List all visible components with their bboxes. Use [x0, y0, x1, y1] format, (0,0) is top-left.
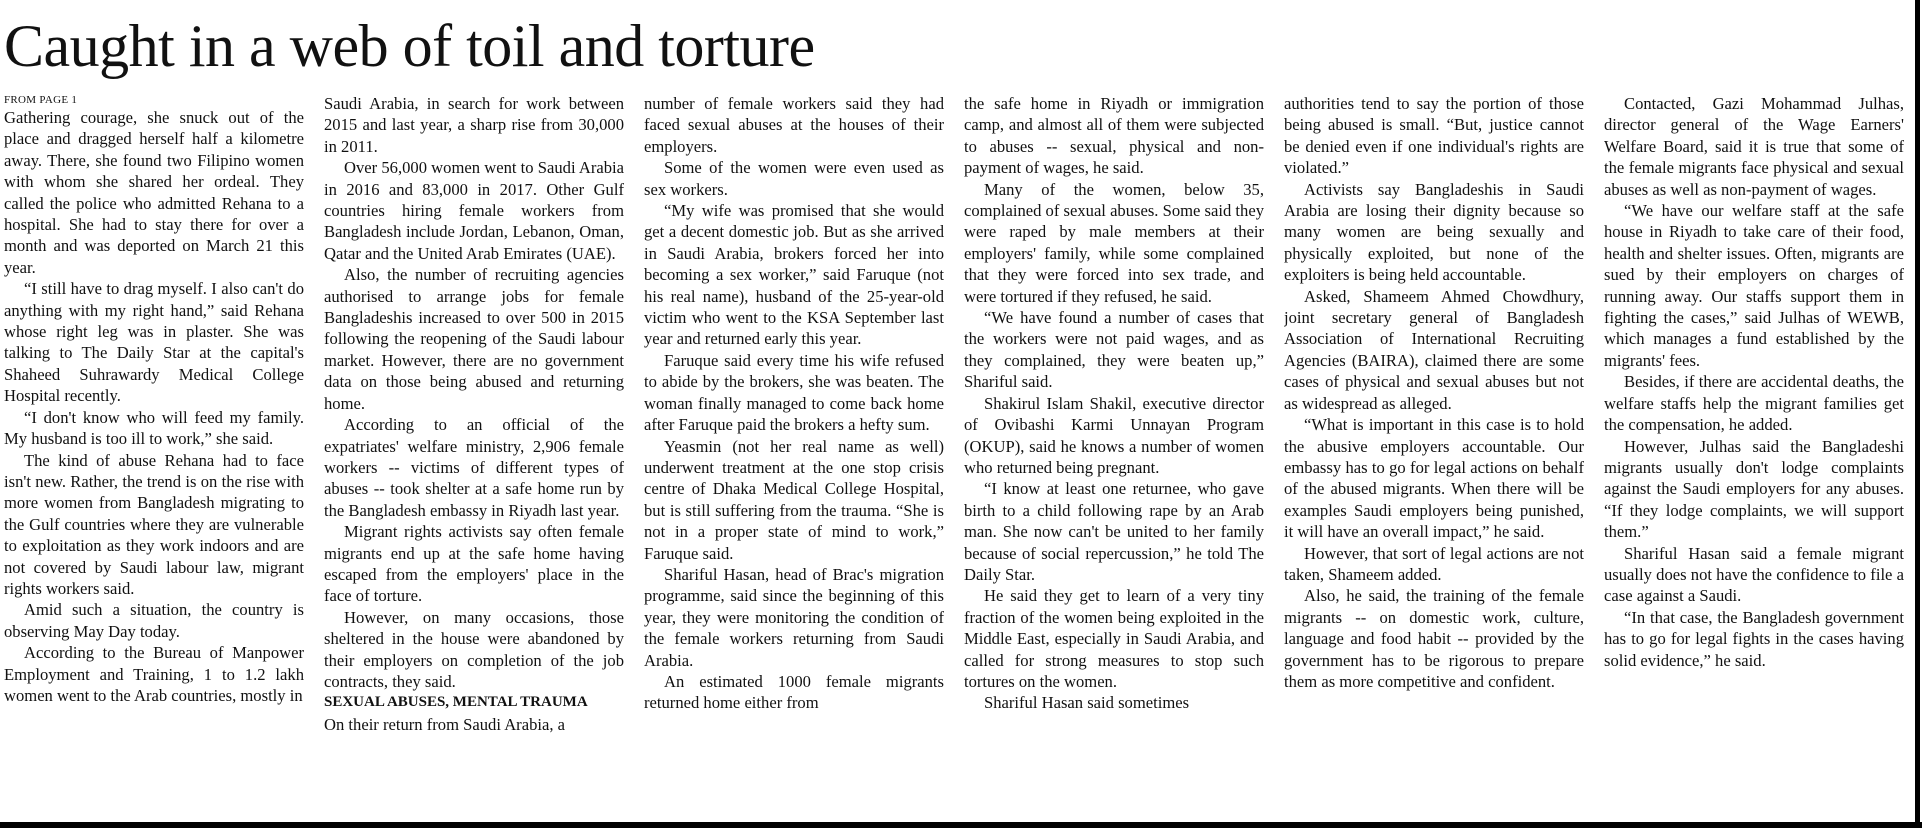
column-6 [1604, 93, 1904, 819]
article-columns [4, 93, 1904, 819]
paragraph: An estimated 1000 female migrants returned home either from [644, 671, 944, 713]
column-2 [324, 93, 624, 819]
paragraph: authorities tend to say the portion of those being abused is small. “But, justice cannot be denied even if one individual's rights are violated.” [1284, 94, 1584, 178]
paragraph: Shariful Hasan said sometimes [984, 693, 1190, 713]
paragraph: The kind of abuse Rehana had to face isn't new. Rather, the trend is on the rise with more women from Bangladesh migrating to the Gulf countries where they are vulnerable to exploitation as they work indoors and are not covered by Saudi labour law, migrant rights workers said. [4, 450, 304, 598]
paragraph: However, that sort of legal actions are not taken, Shameem added. [1284, 543, 1584, 584]
column-5 [1284, 93, 1584, 819]
paragraph: According to the Bureau of Manpower Employment and Training, 1 to 1.2 lakh women went to the Arab countries, mostly in [4, 643, 304, 705]
paragraph: Asked, Shameem Ahmed Chowdhury, joint secretary general of Bangladesh Association of International Recruiting Agencies (BAIRA), claimed there are some cases of physical and sexual abuses but not as widespread as alleged. [1284, 286, 1584, 413]
paragraph: Some of the women were even used as sex workers. [644, 158, 944, 199]
column-3 [644, 93, 944, 819]
paragraph: Amid such a situation, the country is observing May Day today. [4, 600, 304, 641]
paragraph: number of female workers said they had faced sexual abuses at the houses of their employers. [644, 94, 944, 156]
paragraph: “I still have to drag myself. I also can't do anything with my right hand,” said Rehana whose right leg was in plaster. She was talking to The Daily Star at the capital's Shaheed Suhrawardy Medical College Hospital recently. [4, 279, 304, 406]
paragraph: “I know at least one returnee, who gave birth to a child following rape by an Arab man. She now can't be united to her family because of social repercussion,” he told The Daily Star. [964, 479, 1264, 584]
page-edge-right [1915, 0, 1920, 828]
paragraph: the safe home in Riyadh or immigration camp, and almost all of them were subjected to abuses -- sexual, physical and non-payment of wages, he said. [964, 94, 1264, 178]
paragraph: Faruque said every time his wife refused to abide by the brokers, she was beaten. The woman finally managed to come back home after Faruque paid the brokers a hefty sum. [644, 350, 944, 435]
paragraph: On their return from Saudi Arabia, a [324, 714, 565, 734]
continuation-kicker: FROM PAGE 1 [4, 94, 78, 106]
column-4 [964, 93, 1264, 819]
paragraph: Shakirul Islam Shakil, executive director of Ovibashi Karmi Unnayan Program (OKUP), said he knows a number of women who returned being pregnant. [964, 393, 1264, 477]
page-edge-bottom [0, 822, 1922, 828]
paragraph: Shariful Hasan, head of Brac's migration programme, said since the beginning of this year, they were monitoring the condition of the female workers returning from Saudi Arabia. [644, 564, 944, 670]
paragraph: Besides, if there are accidental deaths, the welfare staffs help the migrant families get the compensation, he added. [1604, 372, 1904, 435]
paragraph: Also, he said, the training of the female migrants -- on domestic work, culture, language and food habit -- provided by the government has to be rigorous to prepare them as more competitive and confident. [1284, 586, 1584, 691]
paragraph: “In that case, the Bangladesh government has to go for legal fights in the cases having solid evidence,” he said. [1604, 607, 1904, 670]
paragraph: “I don't know who will feed my family. My husband is too ill to work,” she said. [4, 407, 304, 449]
paragraph: According to an official of the expatriates' welfare ministry, 2,906 female workers -- victims of different types of abuses -- took shelter at a safe home run by the Bangladesh embassy in Riyadh last year. [324, 415, 624, 520]
paragraph: “We have found a number of cases that the workers were not paid wages, and as they complained, they were beaten up,” Shariful said. [964, 308, 1264, 392]
paragraph: “We have our welfare staff at the safe house in Riyadh to take care of their food, health and shelter issues. Often, migrants are sued by their employers on charges of running away. Our staffs support them in fighting the cases,” said Julhas of WEWB, which manages a fund established by the migrants' fees. [1604, 201, 1904, 370]
paragraph: Many of the women, below 35, complained of sexual abuses. Some said they were raped by male members at their employers' family, while some complained that they were forced into sex trade, and were tortured if they refused, he said. [964, 179, 1264, 306]
headline: Caught in a web of toil and torture [4, 13, 815, 79]
paragraph: He said they get to learn of a very tiny fraction of the women being exploited in the Middle East, especially in Saudi Arabia, and called for strong measures to stop such tortures on the women. [964, 586, 1264, 691]
paragraph: “What is important in this case is to hold the abusive employers accountable. Our embassy has to go for legal actions on behalf of the abused migrants. When there will be examples Saudi employers being punished, it will have an overall impact,” he said. [1284, 415, 1584, 542]
paragraph: However, on many occasions, those sheltered in the house were abandoned by their employers on completion of the job contracts, they said. [324, 607, 624, 691]
paragraph: “My wife was promised that she would get a decent domestic job. But as she arrived in Saudi Arabia, brokers forced her into becoming a sex worker,” said Faruque (not his real name), husband of the 25-year-old victim who went to the KSA September last year and returned early this year. [644, 201, 944, 349]
paragraph: Saudi Arabia, in search for work between 2015 and last year, a sharp rise from 30,000 in 2011. [324, 94, 624, 156]
paragraph: Yeasmin (not her real name as well) underwent treatment at the one stop crisis centre of Dhaka Medical College Hospital, but is still suffering from the trauma. “She is not in a proper state of mind to work,” Faruque said. [644, 436, 944, 563]
paragraph: Also, the number of recruiting agencies authorised to arrange jobs for female Bangladeshis increased to over 500 in 2015 following the reopening of the Saudi labour market. However, there are no government data on those being abused and returning home. [324, 265, 624, 413]
paragraph: Shariful Hasan said a female migrant usually does not have the confidence to file a case against a Saudi. [1604, 543, 1904, 606]
paragraph: Activists say Bangladeshis in Saudi Arabia are losing their dignity because so many women are being sexually and physically exploited, but none of the exploiters is being held accountable. [1284, 179, 1584, 285]
paragraph: Gathering courage, she snuck out of the place and dragged herself half a kilometre away. There, she found two Filipino women with whom she shared her ordeal. They called the police who admitted Rehana to a hospital. She had to stay there for over a month and was deported on March 21 this year. [4, 108, 304, 277]
column-1 [4, 93, 304, 819]
paragraph: However, Julhas said the Bangladeshi migrants usually don't lodge complaints against the Saudi employers for any abuses. “If they lodge complaints, we will support them.” [1604, 436, 1904, 542]
section-subhead: SEXUAL ABUSES, MENTAL TRAUMA [324, 694, 588, 711]
paragraph: Contacted, Gazi Mohammad Julhas, director general of the Wage Earners' Welfare Board, said it is true that some of the female migrants face physical and sexual abuses as well as non-payment of wages. [1604, 94, 1904, 199]
paragraph: Migrant rights activists say often female migrants end up at the safe home having escaped from the employers' place in the face of torture. [324, 522, 624, 606]
paragraph: Over 56,000 women went to Saudi Arabia in 2016 and 83,000 in 2017. Other Gulf countries hiring female workers from Bangladesh include Jordan, Lebanon, Oman, Qatar and the United Arab Emirates (UAE). [324, 158, 624, 263]
